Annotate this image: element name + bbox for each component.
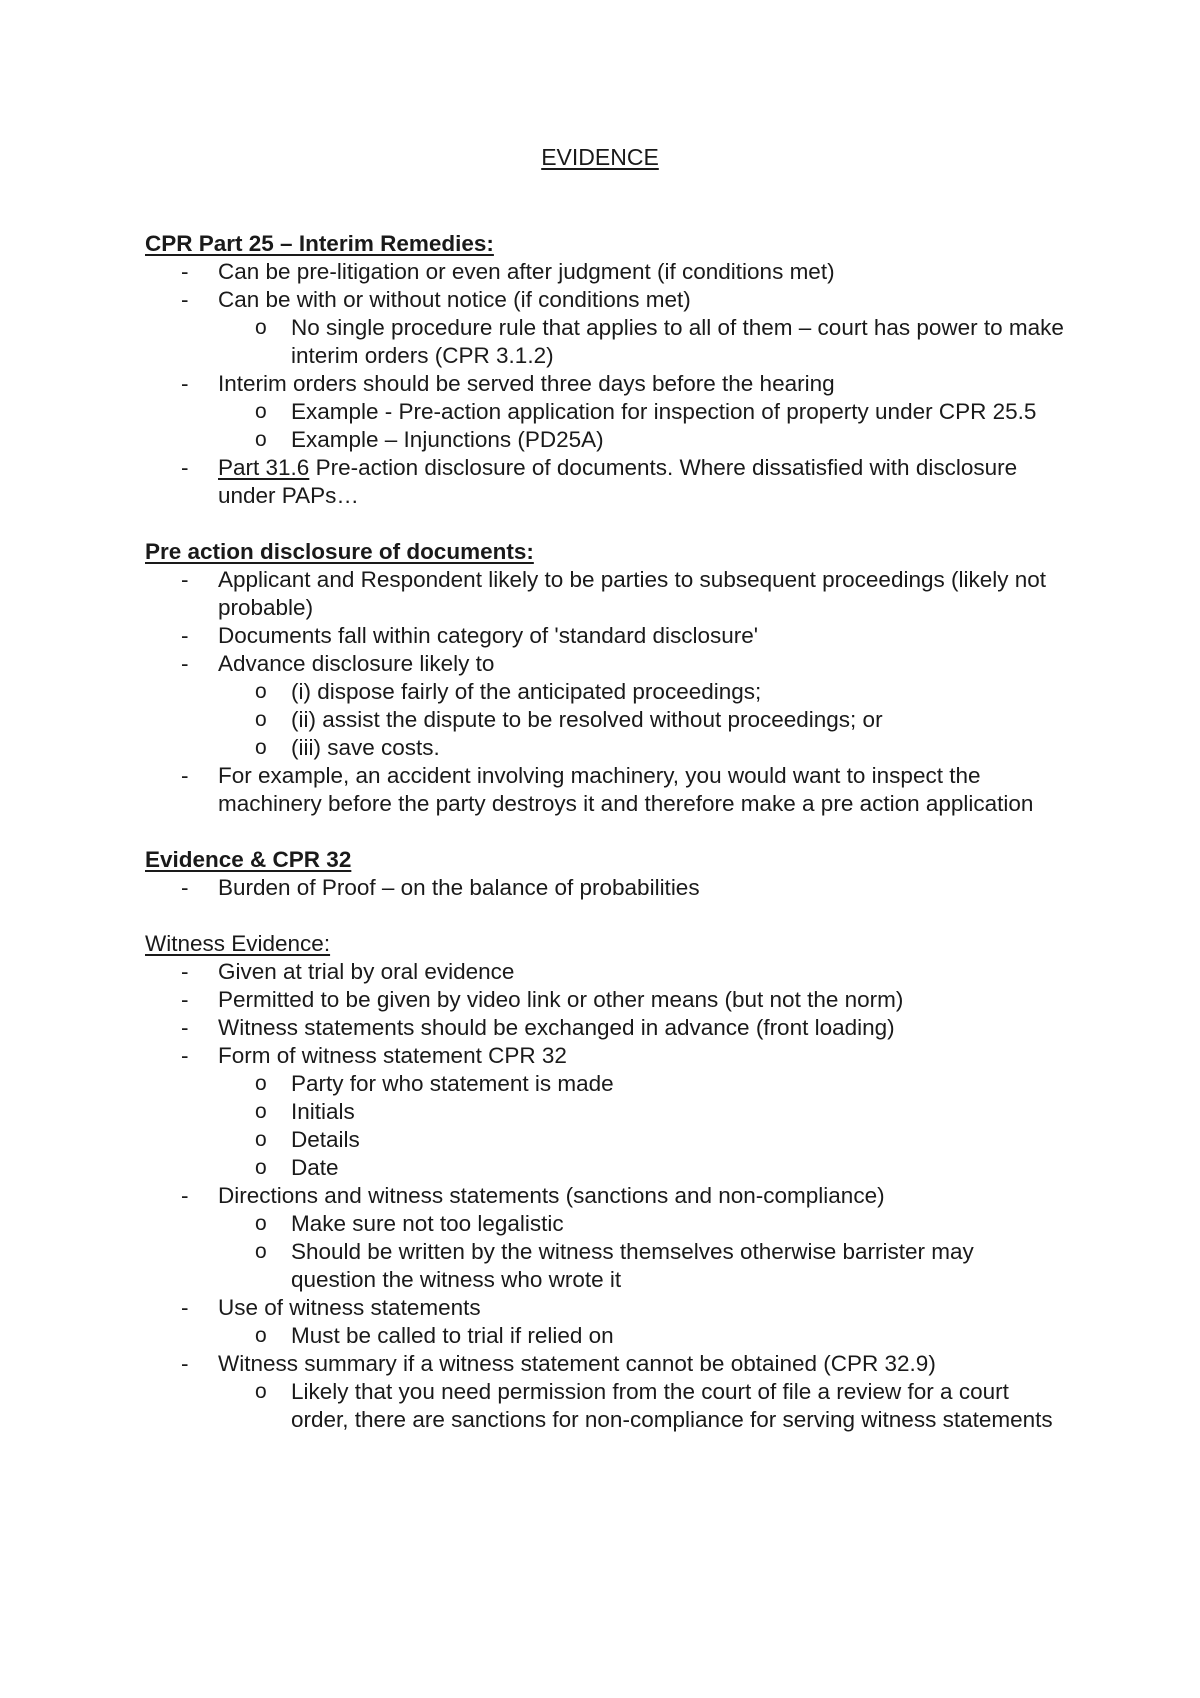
list-item [145,958,1065,986]
section-heading-interim-remedies: CPR Part 25 – Interim Remedies: [145,231,494,256]
list-item [145,650,1065,678]
dash-bullet: - [181,875,189,900]
sub-list-item-text: Must be called to trial if relied on [291,1323,614,1348]
sub-list-item-text: No single procedure rule that applies to all of them – court has power to make interim orders (CPR 3.1.2) [291,315,1064,368]
list-item [145,986,1065,1014]
list-item [145,286,1065,314]
dash-bullet: - [181,287,189,312]
list-item-text: Use of witness statements [218,1295,481,1320]
sub-list-item [145,1098,1065,1126]
list-item-text: Directions and witness statements (sanctions and non-compliance) [218,1183,885,1208]
sub-list-item [145,1126,1065,1154]
sub-list-item [145,1378,1065,1434]
sub-list-item-text: Likely that you need permission from the court of file a review for a court order, there are sanctions for non-compliance for serving witness statements [291,1379,1053,1432]
circle-bullet: o [255,1380,267,1403]
list-item [145,1014,1065,1042]
circle-bullet: o [255,1072,267,1095]
document-body [145,230,1065,1434]
list-item-text: Advance disclosure likely to [218,651,495,676]
sub-list-item [145,1210,1065,1238]
sub-list-item-text: Date [291,1155,339,1180]
dash-bullet: - [181,259,189,284]
list-item-text: Can be pre-litigation or even after judgment (if conditions met) [218,259,835,284]
list-item-text: Pre-action disclosure of documents. Where dissatisfied with disclosure under PAPs… [218,455,1018,508]
sub-list-item [145,314,1065,370]
list-item [145,1182,1065,1210]
circle-bullet: o [255,736,267,759]
rule-reference-link: Part 31.6 [218,455,310,480]
dash-bullet: - [181,763,189,788]
list-item-text: Given at trial by oral evidence [218,959,515,984]
dash-bullet: - [181,1015,189,1040]
sub-list-item-text: (ii) assist the dispute to be resolved without proceedings; or [291,707,883,732]
list-item [145,1350,1065,1378]
list-item-text: Permitted to be given by video link or other means (but not the norm) [218,987,904,1012]
sub-list-item-text: Should be written by the witness themselves otherwise barrister may question the witness who wrote it [291,1239,974,1292]
dash-bullet: - [181,455,189,480]
dash-bullet: - [181,1351,189,1376]
dash-bullet: - [181,651,189,676]
document-title: EVIDENCE [541,144,659,170]
circle-bullet: o [255,316,267,339]
list-item [145,454,1065,510]
spacer [145,818,1065,846]
dash-bullet: - [181,1295,189,1320]
spacer [145,510,1065,538]
circle-bullet: o [255,1100,267,1123]
list-item [145,762,1065,818]
sub-list-item [145,706,1065,734]
list-item-text: Witness summary if a witness statement cannot be obtained (CPR 32.9) [218,1351,936,1376]
list-item-text: Documents fall within category of 'standard disclosure' [218,623,759,648]
circle-bullet: o [255,1128,267,1151]
sub-list-item [145,398,1065,426]
list-item-text: For example, an accident involving machinery, you would want to inspect the machinery before the party destroys it and therefore make a pre action application [218,763,1034,816]
circle-bullet: o [255,1212,267,1235]
sub-list-item [145,678,1065,706]
circle-bullet: o [255,1240,267,1263]
sub-list-item-text: Party for who statement is made [291,1071,614,1096]
circle-bullet: o [255,428,267,451]
list-item-text: Can be with or without notice (if conditions met) [218,287,691,312]
circle-bullet: o [255,1156,267,1179]
sub-list-item [145,1154,1065,1182]
sub-list-item [145,734,1065,762]
dash-bullet: - [181,567,189,592]
sub-list-item-text: Make sure not too legalistic [291,1211,564,1236]
section-heading-pre-action-disclosure: Pre action disclosure of documents: [145,539,534,564]
circle-bullet: o [255,680,267,703]
list-item [145,1042,1065,1070]
section-heading-witness-evidence: Witness Evidence: [145,931,331,956]
dash-bullet: - [181,1043,189,1068]
list-item [145,370,1065,398]
sub-list-item [145,1238,1065,1294]
list-item [145,258,1065,286]
sub-list-item [145,426,1065,454]
list-item-text: Witness statements should be exchanged in advance (front loading) [218,1015,895,1040]
list-item-text: Burden of Proof – on the balance of probabilities [218,875,700,900]
sub-list-item-text: Details [291,1127,360,1152]
list-item [145,566,1065,622]
sub-list-item [145,1070,1065,1098]
list-item [145,874,1065,902]
dash-bullet: - [181,987,189,1012]
sub-list-item-text: (i) dispose fairly of the anticipated proceedings; [291,679,762,704]
list-item-text: Interim orders should be served three days before the hearing [218,371,835,396]
list-item-text: Applicant and Respondent likely to be parties to subsequent proceedings (likely not probable) [218,567,1047,620]
circle-bullet: o [255,708,267,731]
sub-list-item-text: (iii) save costs. [291,735,440,760]
sub-list-item-text: Example - Pre-action application for inspection of property under CPR 25.5 [291,399,1037,424]
list-item [145,622,1065,650]
list-item [145,1294,1065,1322]
spacer [145,902,1065,930]
dash-bullet: - [181,623,189,648]
section-heading-evidence-cpr32: Evidence & CPR 32 [145,847,352,872]
sub-list-item-text: Initials [291,1099,355,1124]
circle-bullet: o [255,1324,267,1347]
list-item-text: Form of witness statement CPR 32 [218,1043,567,1068]
sub-list-item [145,1322,1065,1350]
dash-bullet: - [181,959,189,984]
sub-list-item-text: Example – Injunctions (PD25A) [291,427,604,452]
dash-bullet: - [181,1183,189,1208]
circle-bullet: o [255,400,267,423]
dash-bullet: - [181,371,189,396]
